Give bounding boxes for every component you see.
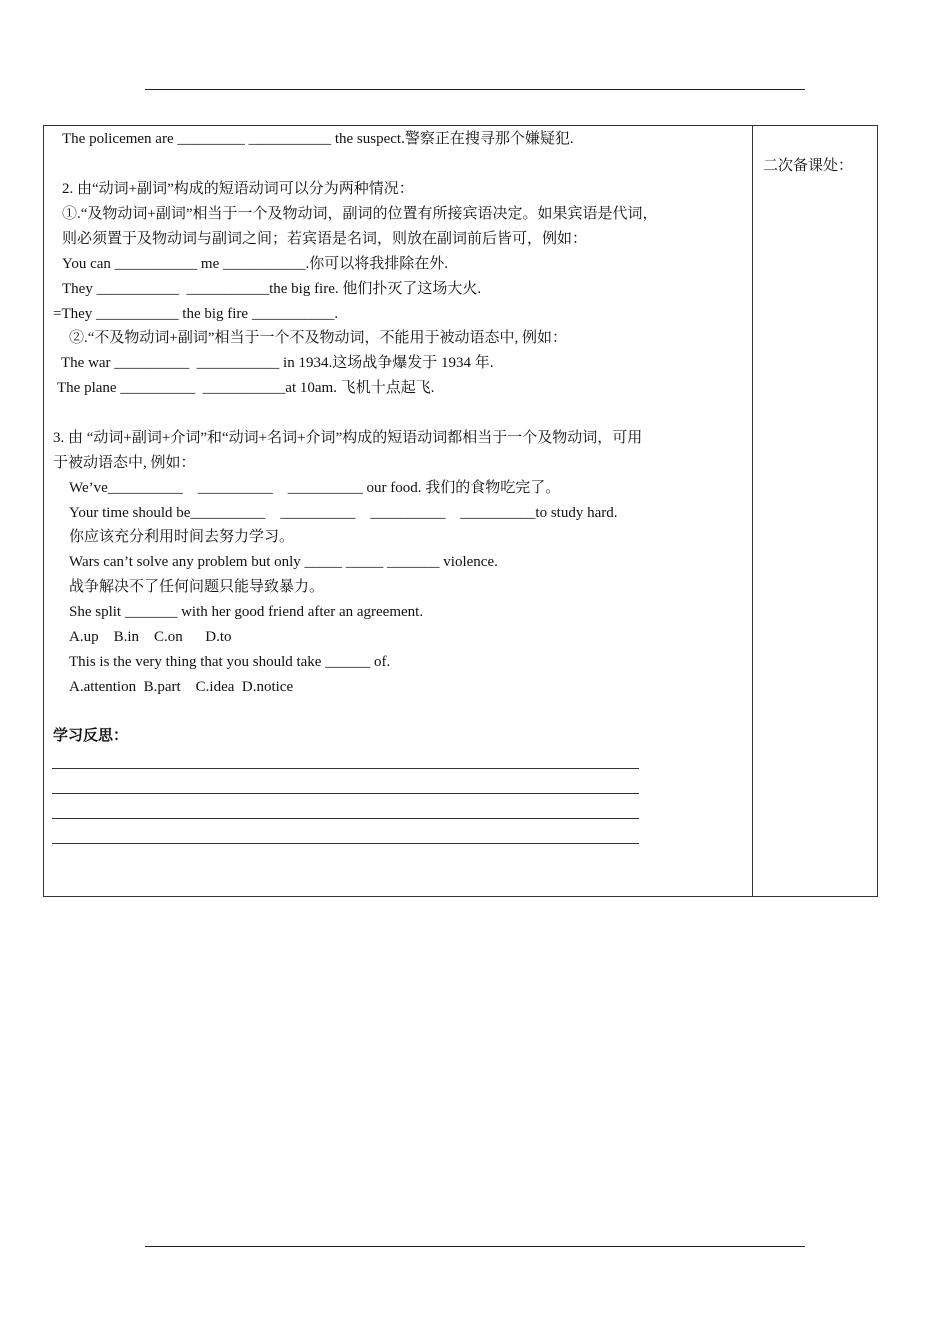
question-1-options: A.up B.in C.on D.to	[69, 629, 232, 645]
reflection-line[interactable]	[52, 793, 639, 794]
lesson-table	[43, 125, 878, 897]
example-make-use-of: Your time should be__________ __________ __________ __________to study hard.	[69, 505, 618, 521]
question-2-options: A.attention B.part C.idea D.notice	[69, 679, 294, 695]
example-put-out-alt: =They ___________ the big fire ___________.	[53, 306, 339, 322]
example-run-out-of: We’ve__________ __________ __________ our food. 我们的食物吃完了。	[69, 480, 561, 496]
question-2: This is the very thing that you should take ______ of.	[69, 654, 391, 670]
section-2-case-1-text-cont: 则必须置于及物动词与副词之间；若宾语是名词，则放在副词前后皆可，例如：	[62, 231, 588, 247]
section-3-title: 3. 由 “动词+副词+介词”和“动词+名词+介词”构成的短语动词都相当于一个及物动词，可用	[53, 430, 643, 446]
reflection-line[interactable]	[52, 818, 639, 819]
line-policemen: The policemen are _________ ___________ the suspect.警察正在搜寻那个嫌疑犯.	[62, 131, 574, 147]
example-lead-to: Wars can’t solve any problem but only _____ _____ _______ violence.	[69, 554, 498, 570]
section-2-case-1-text: ①.“及物动词+副词”相当于一个及物动词，副词的位置有所接宾语决定。如果宾语是代词，	[62, 206, 658, 222]
footer-rule	[145, 1246, 805, 1247]
question-1: She split _______ with her good friend after an agreement.	[69, 604, 424, 620]
example-break-out: The war __________ ___________ in 1934.这场战争爆发于 1934 年.	[61, 355, 494, 371]
header-rule	[145, 89, 805, 90]
example-take-off: The plane __________ ___________at 10am. 飞机十点起飞.	[57, 380, 435, 396]
section-2-title: 2. 由“动词+副词”构成的短语动词可以分为两种情况：	[62, 181, 414, 197]
reflection-title: 学习反思：	[53, 728, 129, 744]
main-content-cell	[44, 126, 753, 896]
section-2-case-2-text: ②.“不及物动词+副词”相当于一个不及物动词，不能用于被动语态中, 例如：	[69, 330, 568, 346]
example-make-use-of-translation: 你应该充分利用时间去努力学习。	[69, 529, 295, 545]
section-3-title-cont: 于被动语态中, 例如：	[53, 455, 196, 471]
example-put-out: They ___________ ___________the big fire. 他们扑灭了这场大火.	[62, 281, 482, 297]
reflection-line[interactable]	[52, 768, 639, 769]
reflection-line[interactable]	[52, 843, 639, 844]
side-notes-cell	[753, 126, 877, 896]
example-lead-to-translation: 战争解决不了任何问题只能导致暴力。	[69, 579, 325, 595]
side-notes-label: 二次备课处：	[763, 158, 854, 174]
example-rule-out: You can ___________ me ___________.你可以将我排除在外.	[62, 256, 448, 272]
